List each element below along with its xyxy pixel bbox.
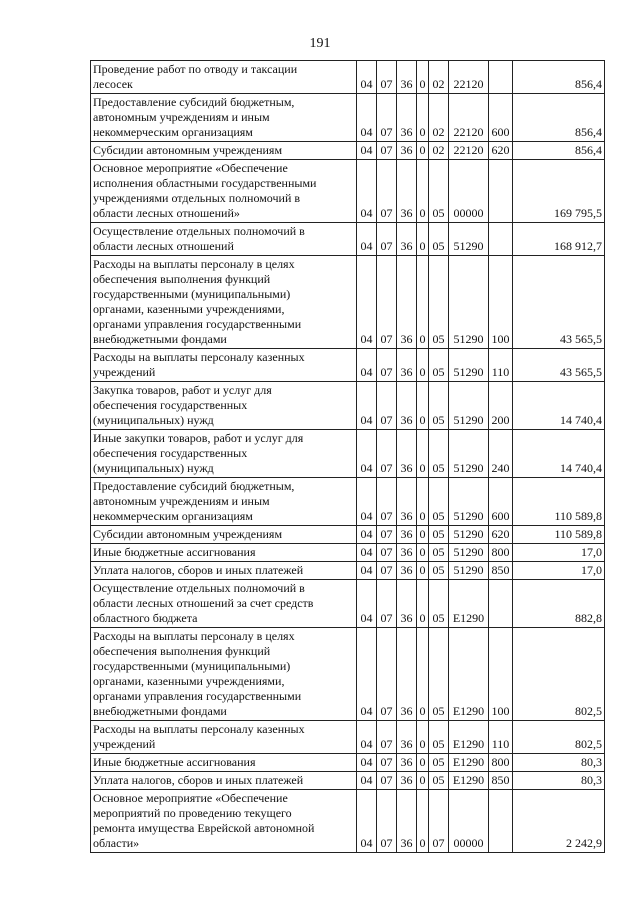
expense-type-code-cell: 800 [489, 754, 513, 772]
subsection-code-cell: 07 [377, 256, 397, 349]
table-row [91, 562, 605, 580]
target-code-cell: 00000 [449, 160, 489, 223]
table-row [91, 160, 605, 223]
target-code-cell: 51290 [449, 544, 489, 562]
expense-type-code-cell: 620 [489, 142, 513, 160]
table-row [91, 430, 605, 478]
amount-cell: 802,5 [513, 628, 605, 721]
expense-type-code-cell: 620 [489, 526, 513, 544]
table-row [91, 142, 605, 160]
subprogram-code-cell: 0 [417, 721, 429, 754]
section-code-cell: 04 [357, 721, 377, 754]
table-row [91, 628, 605, 721]
expense-name-line: учреждений [93, 737, 156, 751]
expense-name-line: области» [93, 836, 140, 850]
section-code-cell: 04 [357, 526, 377, 544]
amount-cell: 80,3 [513, 772, 605, 790]
amount-cell: 14 740,4 [513, 430, 605, 478]
expense-name-line: мероприятий по проведению текущего [93, 806, 292, 820]
expense-name-line: обеспечения выполнения функций [93, 272, 271, 286]
program-code-cell: 36 [397, 349, 417, 382]
expense-name-line: Проведение работ по отводу и таксации [93, 62, 298, 76]
subprogram-code-cell: 0 [417, 349, 429, 382]
expense-name-line: учреждениями отдельных полномочий в [93, 191, 301, 205]
section-code-cell: 04 [357, 754, 377, 772]
expense-name-line: (муниципальных) нужд [93, 461, 214, 475]
expense-name-cell [91, 721, 357, 754]
program-code-cell: 36 [397, 562, 417, 580]
measure-code-cell: 05 [429, 478, 449, 526]
subprogram-code-cell: 0 [417, 430, 429, 478]
expense-name-line: Расходы на выплаты персоналу казенных [93, 350, 305, 364]
program-code-cell: 36 [397, 721, 417, 754]
section-code-cell: 04 [357, 544, 377, 562]
expense-type-code-cell: 100 [489, 628, 513, 721]
expense-name-cell [91, 223, 357, 256]
table-row [91, 790, 605, 853]
program-code-cell: 36 [397, 754, 417, 772]
amount-cell: 802,5 [513, 721, 605, 754]
program-code-cell: 36 [397, 256, 417, 349]
measure-code-cell: 02 [429, 61, 449, 94]
expense-name-line: органами управления государственными [93, 317, 302, 331]
expense-name-cell [91, 142, 357, 160]
subprogram-code-cell: 0 [417, 94, 429, 142]
section-code-cell: 04 [357, 349, 377, 382]
amount-cell: 2 242,9 [513, 790, 605, 853]
subsection-code-cell: 07 [377, 478, 397, 526]
target-code-cell: Е1290 [449, 721, 489, 754]
expense-type-code-cell: 200 [489, 382, 513, 430]
measure-code-cell: 05 [429, 160, 449, 223]
target-code-cell: 51290 [449, 256, 489, 349]
subprogram-code-cell: 0 [417, 754, 429, 772]
target-code-cell: Е1290 [449, 628, 489, 721]
table-row [91, 580, 605, 628]
amount-cell: 43 565,5 [513, 256, 605, 349]
expense-name-cell [91, 382, 357, 430]
subsection-code-cell: 07 [377, 544, 397, 562]
table-row [91, 223, 605, 256]
program-code-cell: 36 [397, 526, 417, 544]
expense-type-code-cell [489, 223, 513, 256]
program-code-cell: 36 [397, 61, 417, 94]
amount-cell: 14 740,4 [513, 382, 605, 430]
measure-code-cell: 05 [429, 628, 449, 721]
program-code-cell: 36 [397, 94, 417, 142]
expense-name-line: некоммерческим организациям [93, 509, 253, 523]
amount-cell: 169 795,5 [513, 160, 605, 223]
expense-type-code-cell: 800 [489, 544, 513, 562]
expense-name-line: обеспечения государственных [93, 398, 248, 412]
target-code-cell: 22120 [449, 142, 489, 160]
subprogram-code-cell: 0 [417, 628, 429, 721]
target-code-cell: Е1290 [449, 772, 489, 790]
expense-type-code-cell: 850 [489, 772, 513, 790]
subprogram-code-cell: 0 [417, 256, 429, 349]
target-code-cell: 51290 [449, 382, 489, 430]
table-row [91, 382, 605, 430]
program-code-cell: 36 [397, 628, 417, 721]
target-code-cell: 00000 [449, 790, 489, 853]
subsection-code-cell: 07 [377, 61, 397, 94]
expense-type-code-cell: 240 [489, 430, 513, 478]
subsection-code-cell: 07 [377, 754, 397, 772]
expense-name-line: областного бюджета [93, 611, 198, 625]
program-code-cell: 36 [397, 478, 417, 526]
section-code-cell: 04 [357, 478, 377, 526]
measure-code-cell: 05 [429, 256, 449, 349]
subsection-code-cell: 07 [377, 94, 397, 142]
expense-name-line: Предоставление субсидий бюджетным, [93, 479, 295, 493]
expense-type-code-cell: 850 [489, 562, 513, 580]
expense-name-cell [91, 430, 357, 478]
target-code-cell: 22120 [449, 61, 489, 94]
expense-name-cell [91, 349, 357, 382]
expense-name-line: Иные бюджетные ассигнования [93, 755, 256, 769]
measure-code-cell: 05 [429, 721, 449, 754]
program-code-cell: 36 [397, 790, 417, 853]
subsection-code-cell: 07 [377, 349, 397, 382]
measure-code-cell: 05 [429, 382, 449, 430]
subprogram-code-cell: 0 [417, 790, 429, 853]
subsection-code-cell: 07 [377, 223, 397, 256]
expense-type-code-cell [489, 580, 513, 628]
expense-name-line: обеспечения выполнения функций [93, 644, 271, 658]
target-code-cell: 51290 [449, 430, 489, 478]
measure-code-cell: 05 [429, 580, 449, 628]
program-code-cell: 36 [397, 160, 417, 223]
amount-cell: 168 912,7 [513, 223, 605, 256]
section-code-cell: 04 [357, 628, 377, 721]
table-row [91, 256, 605, 349]
subprogram-code-cell: 0 [417, 772, 429, 790]
expense-type-code-cell [489, 160, 513, 223]
measure-code-cell: 05 [429, 526, 449, 544]
subsection-code-cell: 07 [377, 772, 397, 790]
expense-type-code-cell: 600 [489, 478, 513, 526]
amount-cell: 80,3 [513, 754, 605, 772]
expense-name-line: государственными (муниципальными) [93, 659, 291, 673]
table-row [91, 721, 605, 754]
subprogram-code-cell: 0 [417, 160, 429, 223]
measure-code-cell: 02 [429, 94, 449, 142]
measure-code-cell: 05 [429, 430, 449, 478]
expense-name-line: Расходы на выплаты персоналу в целях [93, 629, 295, 643]
expense-name-line: Осуществление отдельных полномочий в [93, 581, 305, 595]
measure-code-cell: 05 [429, 754, 449, 772]
expense-type-code-cell: 110 [489, 721, 513, 754]
expense-name-line: (муниципальных) нужд [93, 413, 214, 427]
subprogram-code-cell: 0 [417, 544, 429, 562]
expense-name-cell [91, 94, 357, 142]
subprogram-code-cell: 0 [417, 382, 429, 430]
section-code-cell: 04 [357, 160, 377, 223]
expense-name-line: учреждений [93, 365, 156, 379]
expense-name-line: области лесных отношений [93, 239, 234, 253]
subsection-code-cell: 07 [377, 430, 397, 478]
target-code-cell: 22120 [449, 94, 489, 142]
program-code-cell: 36 [397, 544, 417, 562]
expense-name-line: Уплата налогов, сборов и иных платежей [93, 563, 304, 577]
target-code-cell: 51290 [449, 526, 489, 544]
section-code-cell: 04 [357, 772, 377, 790]
measure-code-cell: 07 [429, 790, 449, 853]
program-code-cell: 36 [397, 430, 417, 478]
expense-name-line: Субсидии автономным учреждениям [93, 527, 283, 541]
section-code-cell: 04 [357, 256, 377, 349]
amount-cell: 110 589,8 [513, 478, 605, 526]
amount-cell: 856,4 [513, 61, 605, 94]
expense-name-line: Осуществление отдельных полномочий в [93, 224, 305, 238]
amount-cell: 17,0 [513, 544, 605, 562]
expense-name-cell [91, 160, 357, 223]
expense-name-cell [91, 478, 357, 526]
table-row [91, 526, 605, 544]
expense-type-code-cell [489, 61, 513, 94]
subsection-code-cell: 07 [377, 580, 397, 628]
program-code-cell: 36 [397, 580, 417, 628]
expense-name-line: Иные бюджетные ассигнования [93, 545, 256, 559]
table-row [91, 478, 605, 526]
budget-table [90, 60, 605, 853]
program-code-cell: 36 [397, 223, 417, 256]
expense-name-cell [91, 61, 357, 94]
section-code-cell: 04 [357, 142, 377, 160]
expense-name-cell [91, 754, 357, 772]
expense-name-line: Основное мероприятие «Обеспечение [93, 161, 288, 175]
target-code-cell: Е1290 [449, 754, 489, 772]
expense-name-line: лесосек [93, 77, 133, 91]
page-number: 191 [309, 36, 331, 51]
target-code-cell: Е1290 [449, 580, 489, 628]
table-row [91, 772, 605, 790]
amount-cell: 882,8 [513, 580, 605, 628]
subprogram-code-cell: 0 [417, 142, 429, 160]
section-code-cell: 04 [357, 430, 377, 478]
subprogram-code-cell: 0 [417, 526, 429, 544]
expense-name-line: автономным учреждениям и иным [93, 494, 270, 508]
subsection-code-cell: 07 [377, 628, 397, 721]
measure-code-cell: 05 [429, 562, 449, 580]
expense-name-line: ремонта имущества Еврейской автономной [93, 821, 315, 835]
expense-name-line: органами управления государственными [93, 689, 302, 703]
expense-name-cell [91, 526, 357, 544]
section-code-cell: 04 [357, 382, 377, 430]
expense-name-line: Предоставление субсидий бюджетным, [93, 95, 295, 109]
subsection-code-cell: 07 [377, 790, 397, 853]
amount-cell: 110 589,8 [513, 526, 605, 544]
budget-table-body [91, 61, 605, 853]
subsection-code-cell: 07 [377, 142, 397, 160]
expense-name-line: внебюджетными фондами [93, 704, 227, 718]
subprogram-code-cell: 0 [417, 580, 429, 628]
expense-name-line: Закупка товаров, работ и услуг для [93, 383, 272, 397]
expense-name-line: обеспечения государственных [93, 446, 248, 460]
section-code-cell: 04 [357, 61, 377, 94]
program-code-cell: 36 [397, 142, 417, 160]
target-code-cell: 51290 [449, 562, 489, 580]
expense-name-line: Уплата налогов, сборов и иных платежей [93, 773, 304, 787]
expense-name-line: области лесных отношений за счет средств [93, 596, 314, 610]
expense-name-line: Основное мероприятие «Обеспечение [93, 791, 288, 805]
subprogram-code-cell: 0 [417, 61, 429, 94]
expense-name-cell [91, 790, 357, 853]
expense-type-code-cell: 600 [489, 94, 513, 142]
section-code-cell: 04 [357, 562, 377, 580]
expense-name-line: Расходы на выплаты персоналу казенных [93, 722, 305, 736]
expense-name-line: Расходы на выплаты персоналу в целях [93, 257, 295, 271]
table-row [91, 544, 605, 562]
measure-code-cell: 05 [429, 223, 449, 256]
expense-type-code-cell [489, 790, 513, 853]
expense-name-line: исполнения областными государственными [93, 176, 317, 190]
expense-name-cell [91, 580, 357, 628]
section-code-cell: 04 [357, 223, 377, 256]
measure-code-cell: 02 [429, 142, 449, 160]
target-code-cell: 51290 [449, 478, 489, 526]
amount-cell: 856,4 [513, 142, 605, 160]
expense-name-line: органами, казенными учреждениями, [93, 302, 285, 316]
subsection-code-cell: 07 [377, 160, 397, 223]
expense-name-line: автономным учреждениям и иным [93, 110, 270, 124]
amount-cell: 856,4 [513, 94, 605, 142]
subprogram-code-cell: 0 [417, 562, 429, 580]
expense-name-line: области лесных отношений» [93, 206, 240, 220]
section-code-cell: 04 [357, 94, 377, 142]
amount-cell: 43 565,5 [513, 349, 605, 382]
expense-name-cell [91, 628, 357, 721]
expense-name-line: Иные закупки товаров, работ и услуг для [93, 431, 304, 445]
program-code-cell: 36 [397, 382, 417, 430]
table-row [91, 754, 605, 772]
expense-name-line: внебюджетными фондами [93, 332, 227, 346]
subprogram-code-cell: 0 [417, 478, 429, 526]
expense-name-cell [91, 256, 357, 349]
expense-name-line: органами, казенными учреждениями, [93, 674, 285, 688]
subsection-code-cell: 07 [377, 721, 397, 754]
target-code-cell: 51290 [449, 349, 489, 382]
subsection-code-cell: 07 [377, 562, 397, 580]
amount-cell: 17,0 [513, 562, 605, 580]
expense-name-line: Субсидии автономным учреждениям [93, 143, 283, 157]
program-code-cell: 36 [397, 772, 417, 790]
expense-name-cell [91, 562, 357, 580]
expense-name-cell [91, 772, 357, 790]
section-code-cell: 04 [357, 580, 377, 628]
expense-name-cell [91, 544, 357, 562]
measure-code-cell: 05 [429, 544, 449, 562]
subsection-code-cell: 07 [377, 526, 397, 544]
measure-code-cell: 05 [429, 349, 449, 382]
table-row [91, 349, 605, 382]
subprogram-code-cell: 0 [417, 223, 429, 256]
section-code-cell: 04 [357, 790, 377, 853]
expense-type-code-cell: 100 [489, 256, 513, 349]
expense-type-code-cell: 110 [489, 349, 513, 382]
table-row [91, 61, 605, 94]
expense-name-line: некоммерческим организациям [93, 125, 253, 139]
table-row [91, 94, 605, 142]
target-code-cell: 51290 [449, 223, 489, 256]
measure-code-cell: 05 [429, 772, 449, 790]
expense-name-line: государственными (муниципальными) [93, 287, 291, 301]
subsection-code-cell: 07 [377, 382, 397, 430]
